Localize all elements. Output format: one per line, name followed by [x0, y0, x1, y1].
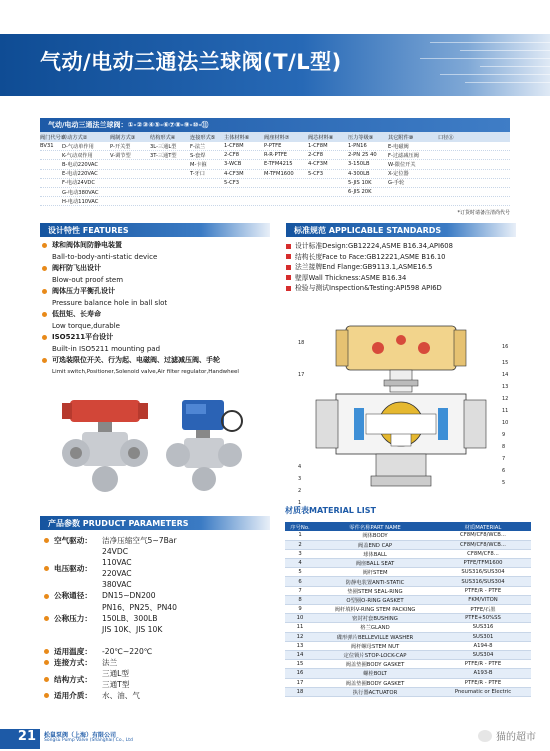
- materials-cell: 1: [285, 531, 315, 540]
- param-values: [102, 646, 272, 657]
- bullet-icon: [44, 538, 49, 543]
- materials-row: [285, 614, 531, 623]
- materials-cell: PTFE/石墨: [435, 605, 531, 614]
- feature-item: [40, 332, 270, 344]
- electric-valve-photo: [160, 395, 270, 495]
- model-code-cell: D-气动单作用: [62, 143, 94, 150]
- materials-header-cell: 零件名称PART NAME: [315, 522, 435, 531]
- param-value: 220VAC: [102, 569, 132, 579]
- model-code-cell: 5-CF3: [224, 179, 240, 186]
- feature-en: Low torque,durable: [52, 321, 120, 330]
- model-code-cell: K-气动双作用: [62, 152, 93, 159]
- param-value: -20℃~220℃: [102, 646, 153, 656]
- feature-zh: 阀体压力平衡孔设计: [52, 287, 115, 295]
- param-values: [102, 668, 272, 690]
- materials-cell: PTFE/R - PTFE: [435, 678, 531, 687]
- materials-cell: 17: [285, 678, 315, 687]
- model-code-row: [40, 142, 510, 151]
- materials-table: [285, 522, 531, 697]
- params-title: 产品参数 PRUDUCT PARAMETERS: [40, 516, 270, 530]
- param-key-text: 公称通径：: [54, 591, 92, 601]
- materials-cell: 11: [285, 623, 315, 632]
- model-code-cell: F-电动24VDC: [62, 180, 95, 187]
- param-key: [42, 657, 102, 668]
- materials-cell: A193-B: [435, 669, 531, 678]
- model-code-cell: 4-300LB: [348, 170, 370, 177]
- model-code-header-cell: 压力等级⑨: [348, 134, 374, 141]
- materials-title: 材质表MATERIAL LIST: [285, 506, 376, 515]
- param-values: [102, 657, 272, 668]
- square-bullet-icon: [286, 265, 291, 270]
- model-code-cell: E-电磁阀: [388, 143, 409, 150]
- model-code-footnote: *订货时请备注清尚代号: [457, 210, 510, 217]
- drawing-callout-label: 10: [502, 420, 509, 426]
- model-code-row: [40, 170, 510, 179]
- drawing-callout-label: 4: [298, 464, 302, 470]
- drawing-callout-label: 6: [502, 468, 506, 474]
- bullet-icon: [42, 335, 47, 340]
- param-key-text: 电压驱动：: [54, 563, 92, 573]
- square-bullet-icon: [286, 254, 291, 259]
- model-code-row: [40, 197, 510, 206]
- model-code-header-cell: 主体材料⑥: [224, 134, 250, 141]
- param-key-text: 适用温度：: [54, 646, 92, 656]
- drawing-callout-label: 9: [502, 432, 506, 438]
- drawing-callout-label: 1: [298, 500, 302, 506]
- materials-cell: PTFE/R - PTFE: [435, 586, 531, 595]
- param-value: DN15~DN200: [102, 591, 156, 601]
- bullet-icon: [42, 243, 47, 248]
- model-code-cell: 3-WCB: [224, 161, 242, 168]
- model-code-body: [40, 142, 510, 206]
- model-code-header: [40, 132, 510, 142]
- materials-row: [285, 549, 531, 558]
- model-code-cell: E-TFM4215: [264, 161, 293, 168]
- feature-item: [40, 263, 270, 275]
- model-code-cell: 4-CF3M: [308, 161, 328, 168]
- param-row: [42, 535, 272, 546]
- model-code-cell: 5-JIS 10K: [348, 179, 372, 186]
- model-code-cell: T-牙口: [190, 171, 205, 178]
- materials-cell: PTFE/TFM1600: [435, 559, 531, 568]
- materials-cell: 13: [285, 641, 315, 650]
- param-value: 洁净压缩空气5~7Bar: [102, 536, 177, 545]
- model-code-cell: 2-CF8: [308, 152, 324, 159]
- materials-row: [285, 540, 531, 549]
- materials-cell: 阀座BALL SEAT: [315, 559, 435, 568]
- bullet-icon: [44, 649, 49, 654]
- standard-text: 结构长度Face to Face:GB12221,ASME B16.10: [295, 252, 446, 261]
- standard-item: [286, 241, 536, 252]
- materials-cell: 2: [285, 540, 315, 549]
- materials-cell: 4: [285, 559, 315, 568]
- model-code-cell: 2-CF8: [224, 152, 240, 159]
- features-list: [40, 240, 270, 378]
- valve-cross-section-drawing: [296, 318, 511, 508]
- param-key: [42, 602, 102, 635]
- feature-en: Limit switch,Positioner,Solenoid valve,Air filter regulator,Handwheel: [52, 368, 239, 375]
- materials-cell: SUS304: [435, 650, 531, 659]
- bullet-icon: [44, 566, 49, 571]
- param-row: [42, 668, 272, 690]
- model-code-cell: F-过滤减压阀: [388, 152, 419, 159]
- materials-cell: 密封衬套BUSHING: [315, 614, 435, 623]
- drawing-callout-label: 13: [502, 384, 509, 390]
- bullet-icon: [44, 677, 49, 682]
- model-code-cell: 5-CF3: [308, 170, 324, 177]
- materials-cell: 阀杆STEM: [315, 568, 435, 577]
- page-footer: [0, 722, 550, 751]
- materials-cell: CF8M/CF8/WCB...: [435, 531, 531, 540]
- materials-row: [285, 641, 531, 650]
- materials-cell: 格兰GLAND: [315, 623, 435, 632]
- model-code-cell: M-TFM1600: [264, 170, 294, 177]
- materials-cell: 16: [285, 669, 315, 678]
- param-row: [42, 657, 272, 668]
- features-title: 设计特性 FEATURES: [40, 223, 270, 237]
- drawing-callout-label: 18: [298, 340, 305, 346]
- drawing-callout-label: 7: [502, 456, 506, 462]
- materials-cell: 垫圈STEM SEAL-RING: [315, 586, 435, 595]
- materials-cell: 6: [285, 577, 315, 586]
- materials-cell: 12: [285, 632, 315, 641]
- model-code-header-cell: 口径⑪: [438, 134, 454, 141]
- standard-text: 法兰接牌End Flange:GB9113.1,ASME16.5: [295, 263, 433, 271]
- materials-cell: 防静电装置ANTI-STATIC: [315, 577, 435, 586]
- bullet-icon: [44, 594, 49, 599]
- standard-item: [286, 262, 536, 273]
- materials-cell: 15: [285, 660, 315, 669]
- bullet-icon: [42, 289, 47, 294]
- model-code-cell: S-套焊: [190, 152, 206, 159]
- materials-row: [285, 559, 531, 568]
- materials-cell: SUS301: [435, 632, 531, 641]
- standard-item: [286, 273, 536, 284]
- drawing-callout-label: 14: [502, 372, 509, 378]
- materials-row: [285, 623, 531, 632]
- model-code-cell: M-卡箍: [190, 161, 207, 168]
- drawing-callout-label: 17: [298, 372, 305, 378]
- feature-item: [40, 355, 270, 367]
- materials-cell: 阀杆填料V-RING STEM PACKING: [315, 605, 435, 614]
- model-code-cell: 1-CF8M: [224, 143, 244, 150]
- materials-cell: 9: [285, 605, 315, 614]
- param-row: [42, 690, 272, 701]
- param-row: [42, 546, 272, 590]
- drawing-callout-label: 3: [298, 476, 302, 482]
- drawing-callout-label: 15: [502, 360, 509, 366]
- param-value: 380VAC: [102, 580, 132, 590]
- param-value: 三通T型: [102, 680, 130, 690]
- materials-row: [285, 632, 531, 641]
- materials-row: [285, 568, 531, 577]
- model-code-cell: 6-JIS 20K: [348, 189, 372, 196]
- wechat-icon: [478, 730, 492, 742]
- materials-cell: 阀杆螺母STEM NUT: [315, 641, 435, 650]
- materials-cell: 5: [285, 568, 315, 577]
- feature-zh: 球和阀体间防静电装置: [52, 241, 122, 249]
- drawing-callout-label: 8: [502, 444, 506, 450]
- materials-cell: 定位锁片STOP-LOCK-CAP: [315, 650, 435, 659]
- materials-cell: 阀盖垫圈BODY GASKET: [315, 678, 435, 687]
- model-code-header-cell: 阀座材料⑦: [264, 134, 290, 141]
- model-code-header-cell: 其它附件⑩: [388, 134, 414, 141]
- materials-cell: 球体BALL: [315, 549, 435, 558]
- params-spacer: [42, 635, 272, 646]
- materials-row: [285, 687, 531, 696]
- param-values: [102, 546, 272, 590]
- param-row: [42, 602, 272, 635]
- standard-text: 设计标准Design:GB12224,ASME B16.34,API608: [295, 242, 453, 250]
- materials-row: [285, 531, 531, 540]
- materials-cell: O型圈O-RING GASKET: [315, 595, 435, 604]
- materials-cell: 阀盖垫圈BODY GASKET: [315, 660, 435, 669]
- company-name-cn: 松鼠泵阀（上海）有限公司: [44, 732, 117, 739]
- model-code-cell: R-R·PTFE: [264, 152, 288, 159]
- param-row: [42, 646, 272, 657]
- materials-cell: 10: [285, 614, 315, 623]
- square-bullet-icon: [286, 275, 291, 280]
- model-code-cell: G-电动380VAC: [62, 189, 99, 196]
- param-key: [42, 535, 102, 546]
- square-bullet-icon: [286, 286, 291, 291]
- page-title: 气动/电动三通法兰球阀(T/L型): [40, 50, 342, 74]
- materials-cell: SUS316/SUS304: [435, 568, 531, 577]
- model-code-header-cell: 阀制方式③: [110, 134, 136, 141]
- pneumatic-valve-photo: [52, 395, 172, 495]
- feature-en: Pressure balance hole in ball slot: [52, 298, 168, 307]
- page-header: [0, 34, 550, 96]
- param-key: [42, 690, 102, 701]
- materials-cell: SUS316: [435, 623, 531, 632]
- feature-zh: 可选装限位开关、行为起、电磁阀、过滤减压阀、手轮: [52, 356, 220, 364]
- materials-row: [285, 660, 531, 669]
- materials-header-cell: 材质MATERIAL: [435, 522, 531, 531]
- header-decoration: [410, 34, 550, 96]
- model-code-cell: P-开关型: [110, 143, 131, 150]
- drawing-callout-label: 11: [502, 408, 509, 414]
- param-key-text: 适用介质：: [54, 691, 92, 701]
- param-value: JIS 10K、JIS 10K: [102, 624, 163, 634]
- model-code-cell: G-手轮: [388, 180, 405, 187]
- param-values: [102, 690, 272, 701]
- materials-cell: SUS316/SUS304: [435, 577, 531, 586]
- model-code-cell: 1-PN16: [348, 143, 367, 150]
- materials-cell: CF8M/CF8/WCB...: [435, 540, 531, 549]
- param-row: [42, 590, 272, 601]
- materials-cell: 14: [285, 650, 315, 659]
- materials-cell: FKM/VITON: [435, 595, 531, 604]
- model-code-header-cell: 阀门代号①: [40, 134, 66, 141]
- square-bullet-icon: [286, 244, 291, 249]
- model-code-cell: BV31: [40, 143, 54, 150]
- feature-en: Ball-to-body-anti-static device: [52, 252, 158, 261]
- feature-en: Blow-out proof stem: [52, 275, 124, 284]
- param-value: 24VDC: [102, 547, 129, 557]
- bullet-icon: [42, 266, 47, 271]
- materials-row: [285, 669, 531, 678]
- feature-zh: ISO5211平台设计: [52, 333, 114, 341]
- model-code-header-cell: 连接形式⑤: [190, 134, 216, 141]
- model-code-table: [40, 118, 510, 216]
- page-number: 21: [0, 729, 40, 749]
- param-value: 水、油、气: [102, 691, 140, 701]
- model-code-cell: 3L-三通L型: [150, 143, 177, 150]
- bullet-icon: [44, 616, 49, 621]
- model-code-header-cell: 传动方式②: [62, 134, 88, 141]
- param-value: PN16、PN25、PN40: [102, 602, 177, 612]
- materials-cell: 3: [285, 549, 315, 558]
- materials-cell: A194-8: [435, 641, 531, 650]
- materials-cell: 8: [285, 595, 315, 604]
- model-code-cell: 1-CF8M: [308, 143, 328, 150]
- standard-text: 检验与测试Inspection&Testing:API598 API6D: [295, 284, 442, 292]
- param-key: [42, 590, 102, 601]
- model-code-cell: H-电动110VAC: [62, 198, 99, 205]
- watermark-text: 猫的超市: [496, 732, 536, 743]
- materials-row: [285, 605, 531, 614]
- materials-row: [285, 586, 531, 595]
- materials-row: [285, 577, 531, 586]
- model-code-cell: E-电动220VAC: [62, 171, 98, 178]
- model-code-cell: 3T-三通T型: [150, 152, 177, 159]
- param-value: 法兰: [102, 658, 118, 668]
- model-code-header-cell: 阀芯材料⑧: [308, 134, 334, 141]
- model-code-row: [40, 188, 510, 197]
- materials-cell: Pneumatic or Electric: [435, 687, 531, 696]
- standards-list: [286, 241, 536, 294]
- model-code-row: [40, 179, 510, 188]
- materials-row: [285, 650, 531, 659]
- drawing-callout-label: 16: [502, 344, 509, 350]
- param-key: [42, 668, 102, 690]
- materials-cell: 阀盖END CAP: [315, 540, 435, 549]
- drawing-callout-label: 12: [502, 396, 509, 402]
- model-code-title: 气动/电动三通法兰球阀：①-②③④⑤-⑥⑦⑧-⑨-⑩-⑪: [40, 118, 510, 132]
- standard-item: [286, 283, 536, 294]
- materials-cell: 碟形弹片BELLEVILLE WASHER: [315, 632, 435, 641]
- param-values: [102, 535, 272, 546]
- param-key-text: 连接方式：: [54, 658, 92, 668]
- feature-zh: 阀杆防飞出设计: [52, 264, 101, 272]
- feature-item: [40, 309, 270, 321]
- materials-cell: PTFE/R - PTFE: [435, 660, 531, 669]
- param-value: 150LB、300LB: [102, 613, 158, 623]
- company-name-en: Songsu Pump Valve (Shanghai) Co., Ltd: [44, 738, 133, 743]
- model-code-cell: P-PTFE: [264, 143, 282, 150]
- drawing-callout-label: 5: [502, 480, 506, 486]
- model-code-cell: 4-CF3M: [224, 170, 244, 177]
- standard-text: 壁厚Wall Thickness:ASME B16.34: [295, 273, 407, 282]
- feature-en: Built-in ISO5211 mounting pad: [52, 344, 161, 353]
- materials-row: [285, 678, 531, 687]
- standards-title: 标准规范 APPLICABLE STANDARDS: [286, 223, 516, 237]
- model-code-row: [40, 151, 510, 160]
- model-code-header-cell: 结构形式④: [150, 134, 176, 141]
- param-key: [42, 646, 102, 657]
- param-values: [102, 590, 272, 601]
- bullet-icon: [44, 693, 49, 698]
- param-values: [102, 602, 272, 635]
- materials-cell: 螺栓BOLT: [315, 669, 435, 678]
- param-value: 110VAC: [102, 558, 132, 568]
- feature-zh: 低扭矩、长寿命: [52, 310, 101, 318]
- param-key: [42, 546, 102, 590]
- bullet-icon: [42, 312, 47, 317]
- model-code-cell: B-电动220VAC: [62, 161, 99, 168]
- materials-cell: CF8M/CF8...: [435, 549, 531, 558]
- param-value: 三通L型: [102, 669, 130, 679]
- model-code-cell: F-法兰: [190, 143, 206, 150]
- feature-item: [40, 286, 270, 298]
- materials-cell: 阀体BODY: [315, 531, 435, 540]
- params-list: [42, 535, 272, 701]
- model-code-cell: 2-PN 25 40: [348, 152, 377, 159]
- bullet-icon: [44, 660, 49, 665]
- standard-item: [286, 252, 536, 263]
- materials-cell: 执行器ACTUATOR: [315, 687, 435, 696]
- watermark: [478, 728, 536, 743]
- materials-cell: 18: [285, 687, 315, 696]
- model-code-cell: 3-150LB: [348, 161, 370, 168]
- drawing-callout-label: 2: [298, 488, 302, 494]
- param-key-text: 结构方式：: [54, 674, 92, 684]
- param-key-text: 公称压力：: [54, 613, 92, 623]
- materials-row: [285, 595, 531, 604]
- feature-item: [40, 240, 270, 252]
- materials-cell: PTFE+50%SS: [435, 614, 531, 623]
- model-code-cell: V-调节型: [110, 152, 131, 159]
- model-code-row: [40, 160, 510, 169]
- model-code-cell: X-定位器: [388, 171, 409, 178]
- model-code-cell: W-限位开关: [388, 161, 416, 168]
- materials-header-cell: 序号No.: [285, 522, 315, 531]
- bullet-icon: [42, 358, 47, 363]
- materials-cell: 7: [285, 586, 315, 595]
- param-key-text: 空气驱动：: [54, 536, 92, 545]
